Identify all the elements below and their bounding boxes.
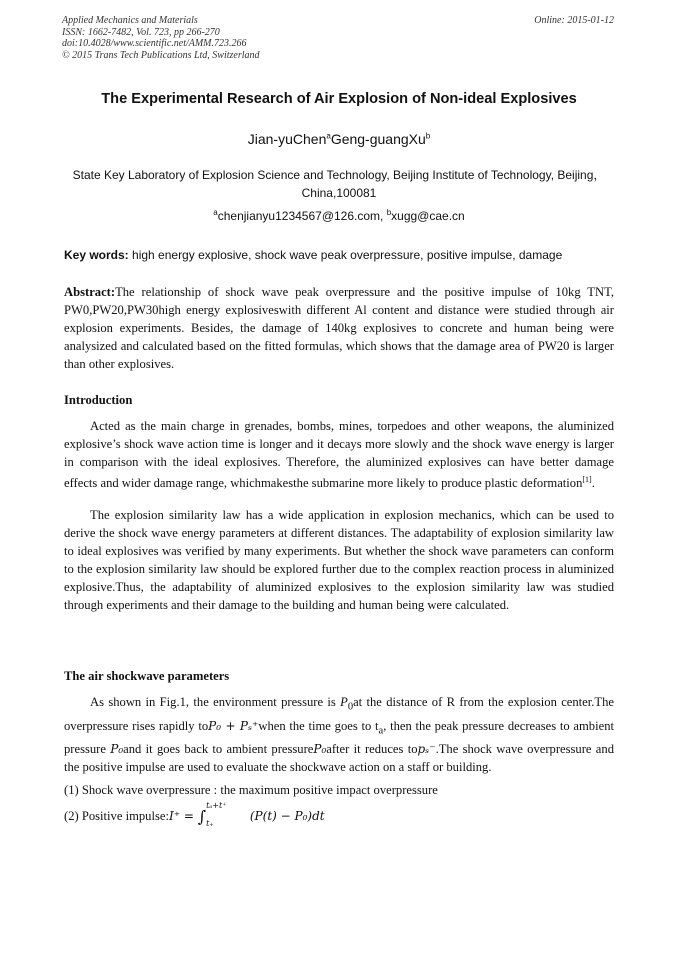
keywords-text: high energy explosive, shock wave peak overpressure, positive impulse, damage <box>128 248 563 262</box>
ambient-pressure-expr: P₀ <box>110 742 124 757</box>
list-item-impulse <box>64 801 325 835</box>
abstract-label: Abstract: <box>64 285 116 299</box>
integrand: (P(t) − P₀)dt <box>246 809 325 823</box>
negative-pressure-expr: pₛ⁻ <box>417 742 436 757</box>
air-text-1: As shown in Fig.1, the environment pressure is <box>90 695 341 709</box>
peak-pressure-expr: P₀ + Pₛ⁺ <box>208 718 259 733</box>
intro-p1-end: . <box>591 476 595 491</box>
air-text-4: , then the peak pressure decreases to ambient pressure <box>64 718 614 757</box>
air-shockwave-heading: The air shockwave parameters <box>64 669 230 683</box>
author-2-mark: b <box>425 131 431 141</box>
list-item-overpressure: (1) Shock wave overpressure : the maximum positive impact overpressure <box>64 783 438 797</box>
integral-upper: tₐ+t⁺ <box>206 801 227 811</box>
keywords-label: Key words: <box>64 248 129 262</box>
journal-issn: ISSN: 1662-7482, Vol. 723, pp 266-270 <box>62 26 220 38</box>
paper-title: The Experimental Research of Air Explosion of Non-ideal Explosives <box>101 91 577 107</box>
integral-limits <box>206 801 246 829</box>
keywords <box>64 248 614 262</box>
p0-symbol: P <box>340 695 348 709</box>
integral-lower: t₊ <box>206 819 214 829</box>
online-date: Online: 2015-01-12 <box>534 15 614 26</box>
air-text-2: at the distance of R from the explosion center.The overpressure rises rapidly to <box>64 695 614 733</box>
impulse-label: (2) Positive impulse: <box>64 809 169 823</box>
intro-p1-text: Acted as the main charge in grenades, bombs, mines, torpedoes and other weapons, the aluminized explosive’s shock wave action time is longer and it decays more slowly and the shock wave energy is larger in comparison with the ideal explosives. Therefore, the aluminized explosives can have better damage effects and wider damage range, whichmakesthe submarine more likely to produce plastic deformation <box>64 419 614 491</box>
journal-copyright: © 2015 Trans Tech Publications Ltd, Switzerland <box>62 49 260 61</box>
introduction-paragraph-1 <box>64 417 614 492</box>
abstract-text: The relationship of shock wave peak overpressure and the positive impulse of 10kg TNT, PW0,PW20,PW30high energy explosiveswith different Al content and distance were studied through air explosion experiments. Besides, the damage of 140kg explosives to concrete and human being were analysized and calculated based on the fitted formulas, which shows that the damage area of PW20 is larger than other explosives. <box>64 285 614 371</box>
air-text-7: .The shock wave overpressure and the positive impulse are used to evaluate the shockwave action on a staff or building. <box>64 742 614 775</box>
email-line <box>20 208 658 223</box>
author-line <box>20 131 658 147</box>
ta-subscript: a <box>378 725 384 737</box>
email-2: xugg@cae.cn <box>391 209 465 223</box>
citation-ref: [1] <box>582 475 592 484</box>
air-shockwave-paragraph <box>64 693 614 776</box>
intro-p2-text: The explosion similarity law has a wide application in explosion mechanics, which can be used to derive the shock wave energy parameters at different distances. The adaptability of explosion similarity law to ideal explosives was verified by many experiments. But whether the shock wave parameters can conform to the explosion similarity law should be explored further due to the complex reaction process in aluminized explosive.Thus, the adaptability of aluminized explosives to the explosion similarity law was studied through experiments and their damage to the building and human being were calculated. <box>64 508 614 612</box>
email-1-mark: a <box>213 208 218 217</box>
abstract <box>64 283 614 373</box>
affiliation: State Key Laboratory of Explosion Science and Technology, Beijing Institute of Technology, Beijing，China,100081 <box>72 168 606 200</box>
introduction-heading: Introduction <box>64 393 133 407</box>
air-text-5: and it goes back to ambient pressure <box>123 742 314 757</box>
email-2-mark: b <box>386 208 392 217</box>
impulse-lhs: I⁺ = <box>168 809 198 823</box>
p0-subscript: 0 <box>347 701 354 713</box>
journal-name: Applied Mechanics and Materials <box>62 15 198 26</box>
air-text-6: after it reduces to <box>326 742 418 757</box>
email-1: chenjianyu1234567@126.com, <box>217 209 387 223</box>
introduction-paragraph-2 <box>64 506 614 614</box>
journal-header <box>62 15 260 61</box>
author-1: Jian-yuChen <box>247 131 327 147</box>
journal-doi: doi:10.4028/www.scientific.net/AMM.723.266 <box>62 38 247 49</box>
ambient-pressure-expr-2: P₀ <box>313 742 327 757</box>
integral-sign: ∫ <box>197 807 207 826</box>
author-1-mark: a <box>326 131 331 141</box>
author-2: Geng-guangXu <box>330 131 426 147</box>
air-text-3: when the time goes to t <box>258 718 379 733</box>
